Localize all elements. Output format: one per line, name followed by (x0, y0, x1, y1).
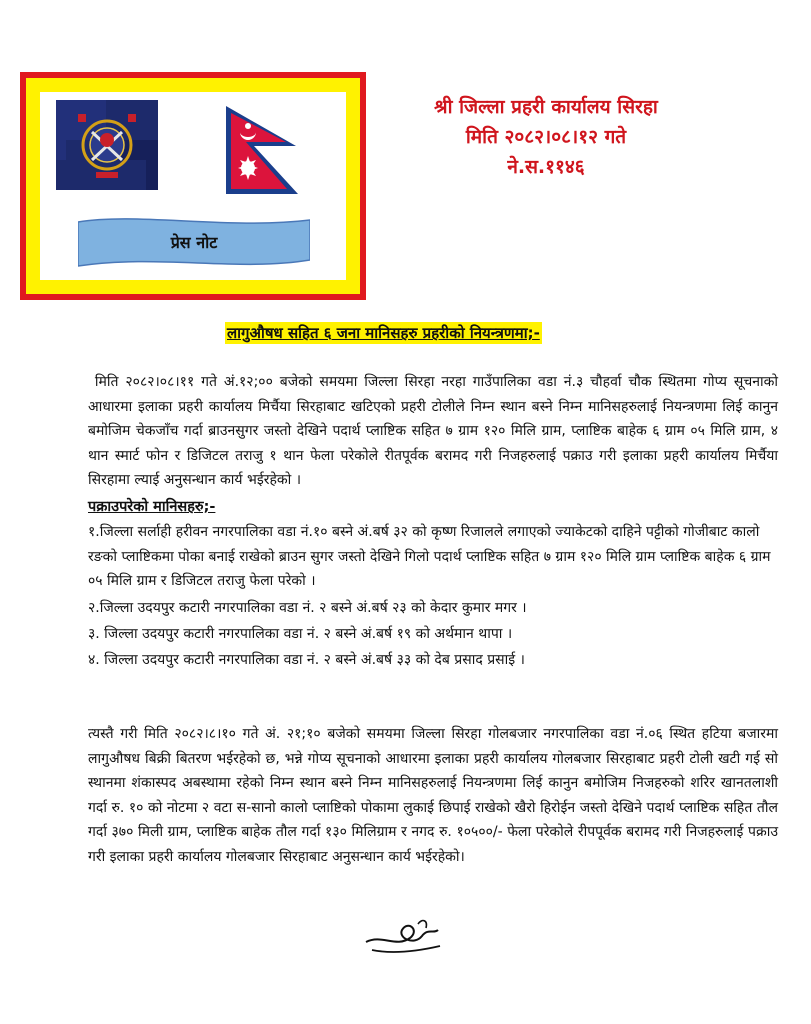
office-name: श्री जिल्ला प्रहरी कार्यालय सिरहा (434, 96, 658, 118)
reference-number: ने.स.११४६ (507, 156, 585, 178)
paragraph-2 (88, 722, 778, 869)
paragraph-1 (88, 370, 778, 493)
arrested-persons-heading: पक्राउपरेको मानिसहरु;- (88, 499, 216, 515)
arrested-item-2: २.जिल्ला उदयपुर कटारी नगरपालिका वडा नं. २ बस्ने अं.बर्ष २३ को केदार कुमार मगर । (88, 600, 527, 616)
paragraph-2-text: त्यस्तै गरी मिति २०८२।८।१० गते अं. २१;१० बजेको समयमा जिल्ला सिरहा गोलबजार नगरपालिका वडा नं.०६ स्थित हटिया बजारमा लागुऔषध बिक्री बितरण भईरहेको छ, भन्ने गोप्य सूचनाको आधारमा इलाका प्रहरी कार्यालय गोलबजार सिरहाबाट प्रहरी टोली खटी गई सो स्थानमा शंकास्पद अबस्थामा रहेको निम्न स्थान बस्ने निम्न मानिसहरुलाई नियन्त्रणमा लिई कानुन बमोजिम निजहरुको शरिर खानतलाशी गर्दा रु. १० को नोटमा २ वटा स-सानो कालो प्लाष्टिको पोकामा लुकाई छिपाई राखेको खैरो हिरोईन जस्तो देखिने पदार्थ प्लाष्टिक सहित तौल गर्दा ३७० मिली ग्राम, प्लाष्टिक बाहेक तौल गर्दा १३० मिलिग्राम र नगद रु. १०५००/- फेला परेकोले रीपपूर्वक बरामद गरी निजहरुलाई पक्राउ गरी इलाका प्रहरी कार्यालय गोलबजार सिरहाबाट अनुसन्धान कार्य भईरहेको। (88, 726, 778, 865)
arrested-item-4: ४. जिल्ला उदयपुर कटारी नगरपालिका वडा नं. २ बस्ने अं.बर्ष ३३ को देब प्रसाद प्रसाई । (88, 652, 525, 668)
arrested-item-3: ३. जिल्ला उदयपुर कटारी नगरपालिका वडा नं. २ बस्ने अं.बर्ष १९ को अर्थमान थापा । (88, 626, 513, 642)
police-emblem-icon (56, 100, 158, 190)
arrested-item-1: १.जिल्ला सर्लाही हरीवन नगरपालिका वडा नं.१० बस्ने अं.बर्ष ३२ को कृष्ण रिजालले लगाएको ज्याकेटको दाहिने पट्टीको गोजीबाट कालो रङको प्लाष्टिकमा पोका बनाई राखेको ब्राउन सुगर जस्तो देखिने गिलो पदार्थ प्लाष्टिक सहित ७ ग्राम १२० मिलि ग्राम प्लाष्टिक बाहेक ६ ग्राम ०५ मिलि ग्राम र डिजिटल तराजु फेला परेको । (88, 524, 771, 589)
press-note-headline: लागुऔषध सहित ६ जना मानिसहरु प्रहरीको नियन्त्रणमा;- (227, 324, 540, 342)
paragraph-1-text: मिति २०८२।०८।११ गते अं.१२;०० बजेको समयमा जिल्ला सिरहा नरहा गाउँपालिका वडा नं.३ चौहर्वा चौक स्थितमा गोप्य सूचनाको आधारमा इलाका प्रहरी कार्यालय मिर्चैया सिरहाबाट खटिएको प्रहरी टोलीले निम्न स्थान बस्ने निम्न मानिसहरुलाई नियन्त्रणमा लिई कानुन बमोजिम चेकजाँच गर्दा ब्राउनसुगर जस्तो देखिने पदार्थ प्लाष्टिक सहित ७ ग्राम १२० मिलि ग्राम, प्लाष्टिक बाहेक ६ ग्राम ०५ मिलि ग्राम, ४ थान स्मार्ट फोन र डिजिटल तराजु १ थान फेला परेकोले रीतपूर्वक बरामद गरी निजहरुलाई पक्राउ गरी इलाका प्रहरी कार्यालय मिर्चैया सिरहामा ल्याई अनुसन्धान कार्य भईरहेको । (88, 374, 778, 488)
signature-scribble (362, 908, 444, 960)
press-note-label: प्रेस नोट (170, 233, 218, 252)
office-title-block (396, 92, 696, 182)
date-line: मिति २०८२।०८।१२ गते (465, 126, 627, 148)
nepal-flag-icon (224, 104, 300, 196)
